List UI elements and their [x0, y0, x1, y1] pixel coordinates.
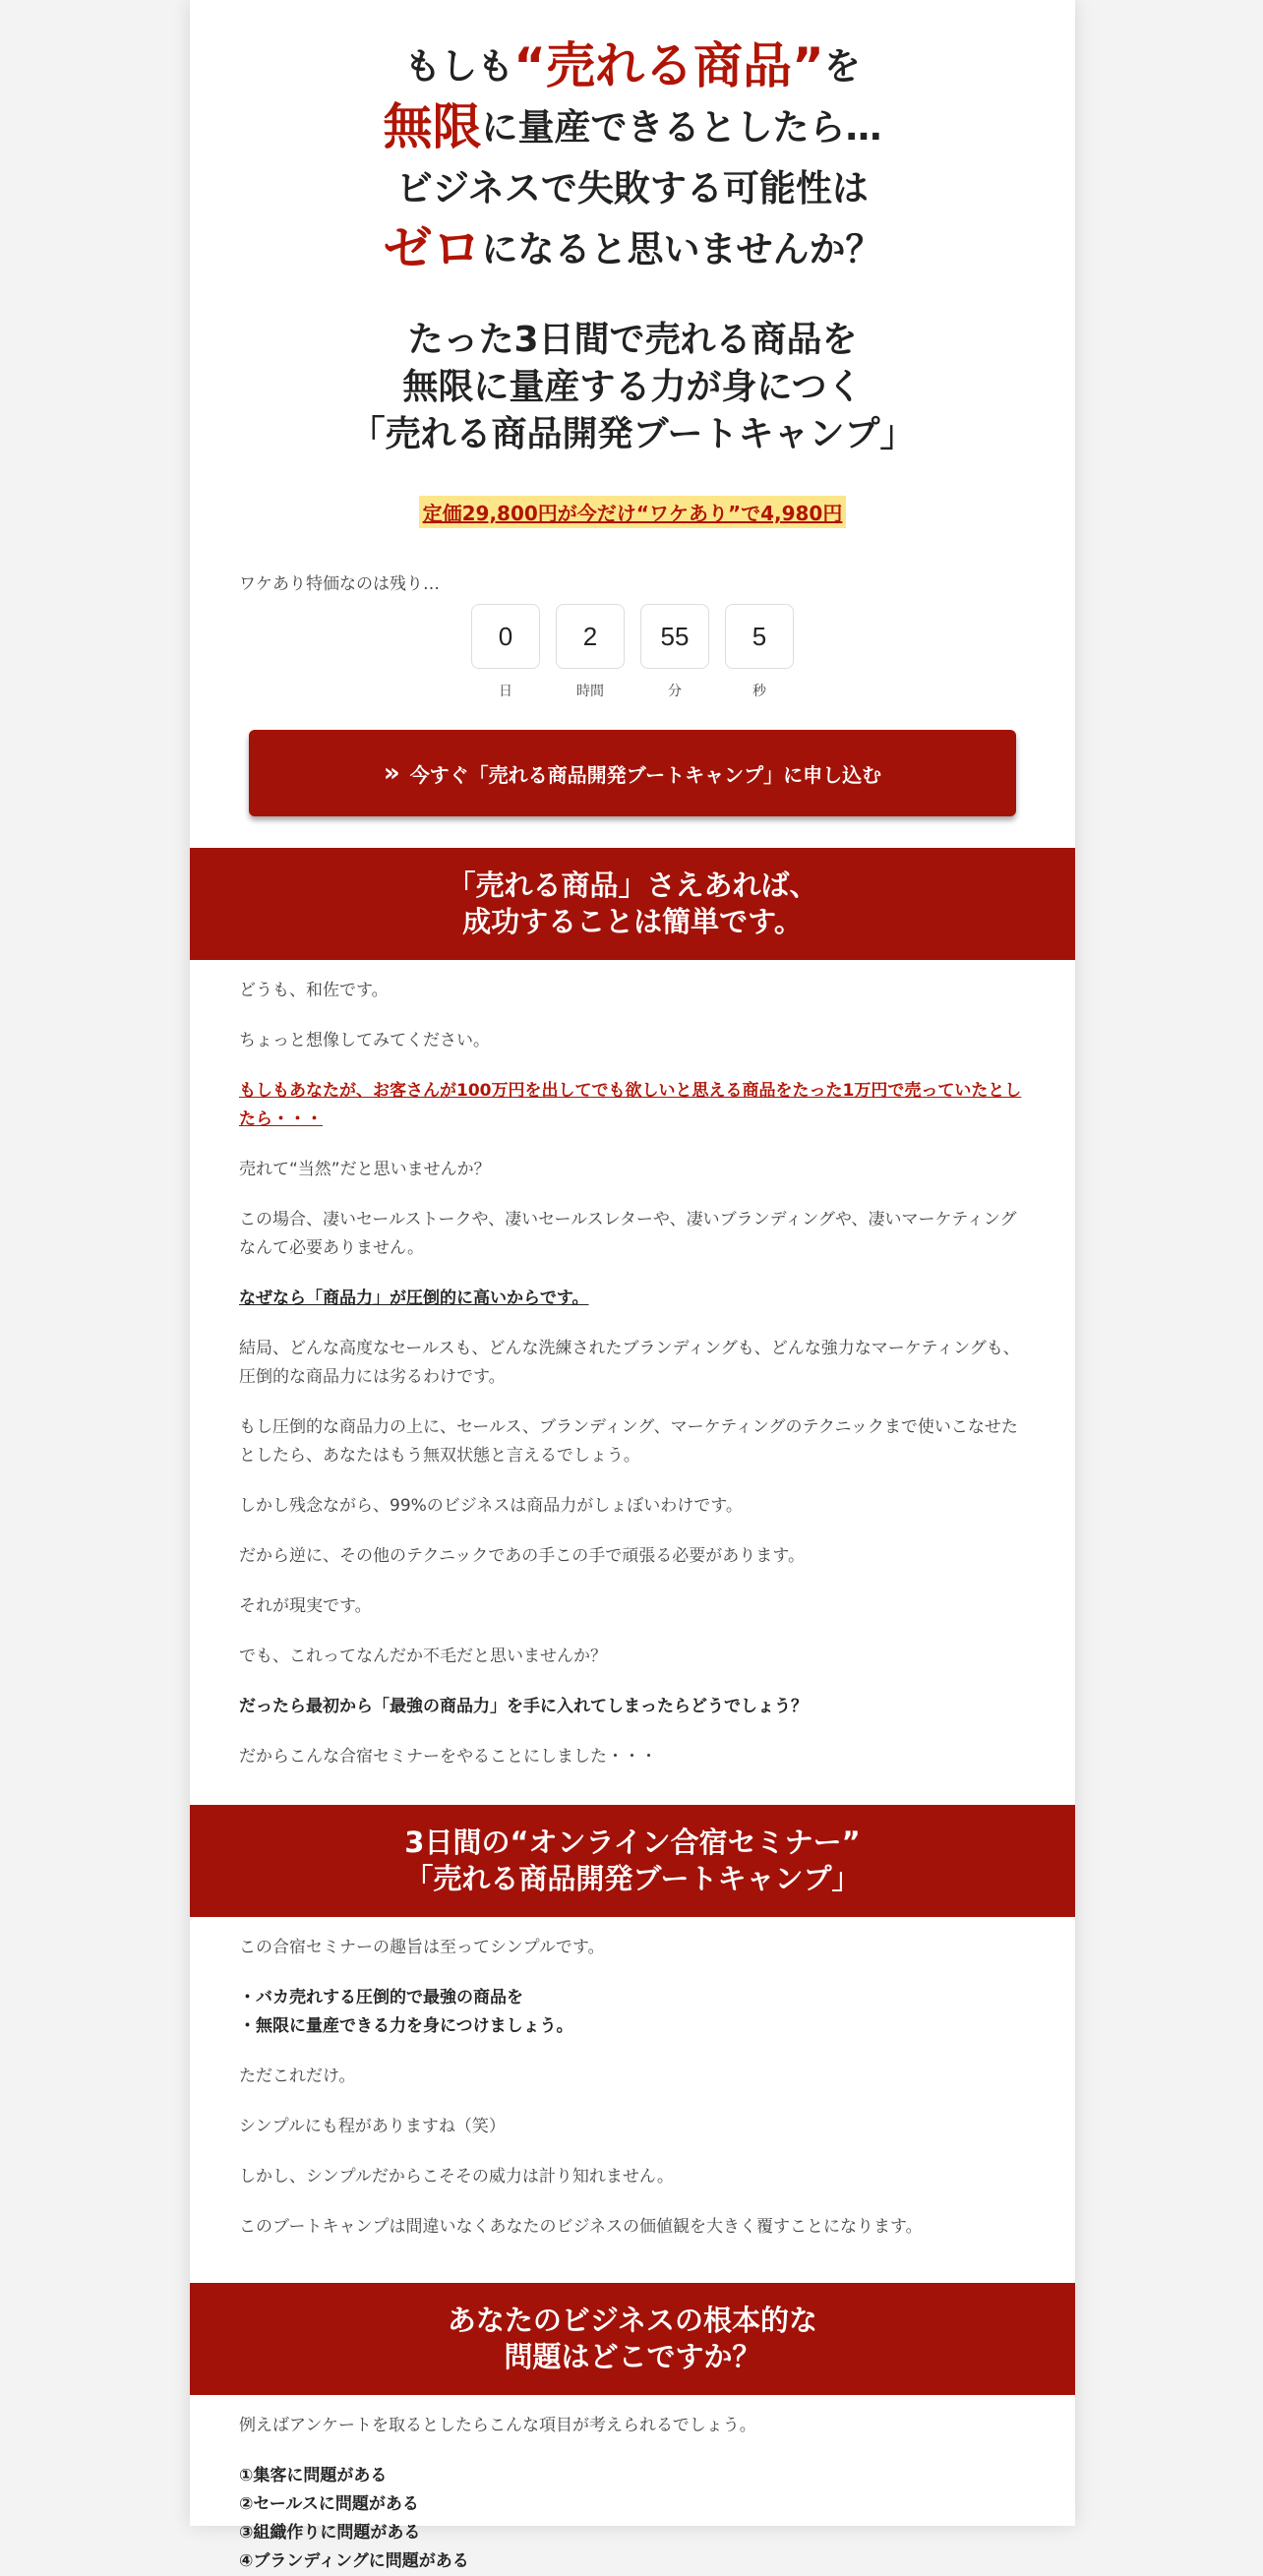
list-item: ④ブランディングに問題がある — [239, 2551, 469, 2571]
countdown-seconds — [725, 604, 794, 700]
hero-line-2: 無限 に量産できるとしたら… — [383, 98, 882, 155]
section-body-problem: 例えばアンケートを取るとしたらこんな項目が考えられるでしょう。 ①集客に問題がある ②セールスに問題がある ③組織作りに問題がある ④ブランディングに問題がある — [190, 2395, 1075, 2576]
countdown-days-label: 日 — [499, 684, 512, 699]
apply-now-button[interactable] — [249, 730, 1016, 816]
countdown-minutes-value: 55 — [640, 604, 709, 669]
hero-line-1: もしも “売れる商品” を — [404, 37, 861, 94]
countdown-days — [471, 604, 540, 700]
countdown-days-value: 0 — [471, 604, 540, 669]
countdown-hours — [556, 604, 625, 700]
list-item: ①集客に問題がある — [239, 2466, 388, 2486]
section-heading-bootcamp: 3日間の“オンライン合宿セミナー” 「売れる商品開発ブートキャンプ」 — [190, 1805, 1075, 1917]
countdown-minutes — [640, 604, 709, 700]
apply-now-label: 今すぐ「売れる商品開発ブートキャンプ」に申し込む — [409, 762, 882, 787]
hero-highlight-infinite: 無限 — [383, 98, 482, 155]
landing-page — [190, 0, 1075, 2571]
countdown-hours-value: 2 — [556, 604, 625, 669]
countdown-label: ワケあり特価なのは残り… — [239, 574, 440, 594]
hero-line-3: ビジネスで失敗する可能性は — [396, 166, 869, 210]
hero-line-4: ゼロ になると思いませんか？ — [383, 220, 882, 277]
countdown-minutes-label: 分 — [668, 684, 682, 699]
hero — [190, 0, 1075, 816]
subheadline: たった3日間で売れる商品を 無限に量産する力が身につく 「売れる商品開発ブートキャンプ」 — [349, 320, 916, 454]
countdown-hours-label: 時間 — [576, 684, 604, 699]
section-heading-problem: あなたのビジネスの根本的な 問題はどこですか？ — [190, 2283, 1075, 2395]
price-banner: 定価29,800円が今だけ“ワケあり”で4,980円 — [419, 496, 847, 528]
list-item: ③組織作りに問題がある — [239, 2523, 421, 2543]
section-body-success: どうも、和佐です。 ちょっと想像してみてください。 もしもあなたが、お客さんが100万円を出してでも欲しいと思える商品をたった1万円で売っていたとしたら・・・ 売れて“当然”だと思いませんか？ この場合、凄いセールストークや、凄いセールスレターや、凄いブランディングや、凄いマーケティングなんて必要ありません。 なぜなら「商品力」が圧倒的に高いからです。 結局、どんな高度なセールスも、どんな洗練されたブランディングも、どんな強力なマーケティングも、圧倒的な商品力には劣るわけです。 もし圧倒的な商品力の上に、セールス、ブランディング、マーケティングのテクニックまで使いこなせたとしたら、あなたはもう無双状態と言えるでしょう。 しかし残念ながら、99%のビジネスは商品力がしょぼいわけです。 だから逆に、その他のテクニックであの手この手で頑張る必要があります。 それが現実です。 でも、これってなんだか不毛だと思いませんか？ だったら最初から「最強の商品力」を手に入れてしまったらどうでしょう？ だからこんな合宿セミナーをやることにしました・・・ — [190, 960, 1075, 1771]
hero-highlight-zero: ゼロ — [383, 220, 482, 277]
list-item: ②セールスに問題がある — [239, 2494, 419, 2514]
section-body-bootcamp: この合宿セミナーの趣旨は至ってシンプルです。 ・バカ売れする圧倒的で最強の商品を ・無限に量産できる力を身につけましょう。 ただこれだけ。 シンプルにも程がありますね（笑） しかし、シンプルだからこそその威力は計り知れません。 このブートキャンプは間違いなくあなたのビジネスの価値観を大きく覆すことになります。 — [239, 1938, 923, 2237]
countdown-timer — [190, 604, 1075, 700]
countdown-seconds-label: 秒 — [752, 684, 766, 699]
double-chevron-right-icon: » — [383, 758, 400, 788]
section-heading-success: 「売れる商品」さえあれば、 成功することは簡単です。 — [190, 848, 1075, 960]
hero-highlight-product: “売れる商品” — [513, 37, 824, 94]
highlight-statement: もしもあなたが、お客さんが100万円を出してでも欲しいと思える商品をたった1万円で売っていたとしたら・・・ — [239, 1081, 1022, 1129]
countdown-seconds-value: 5 — [725, 604, 794, 669]
